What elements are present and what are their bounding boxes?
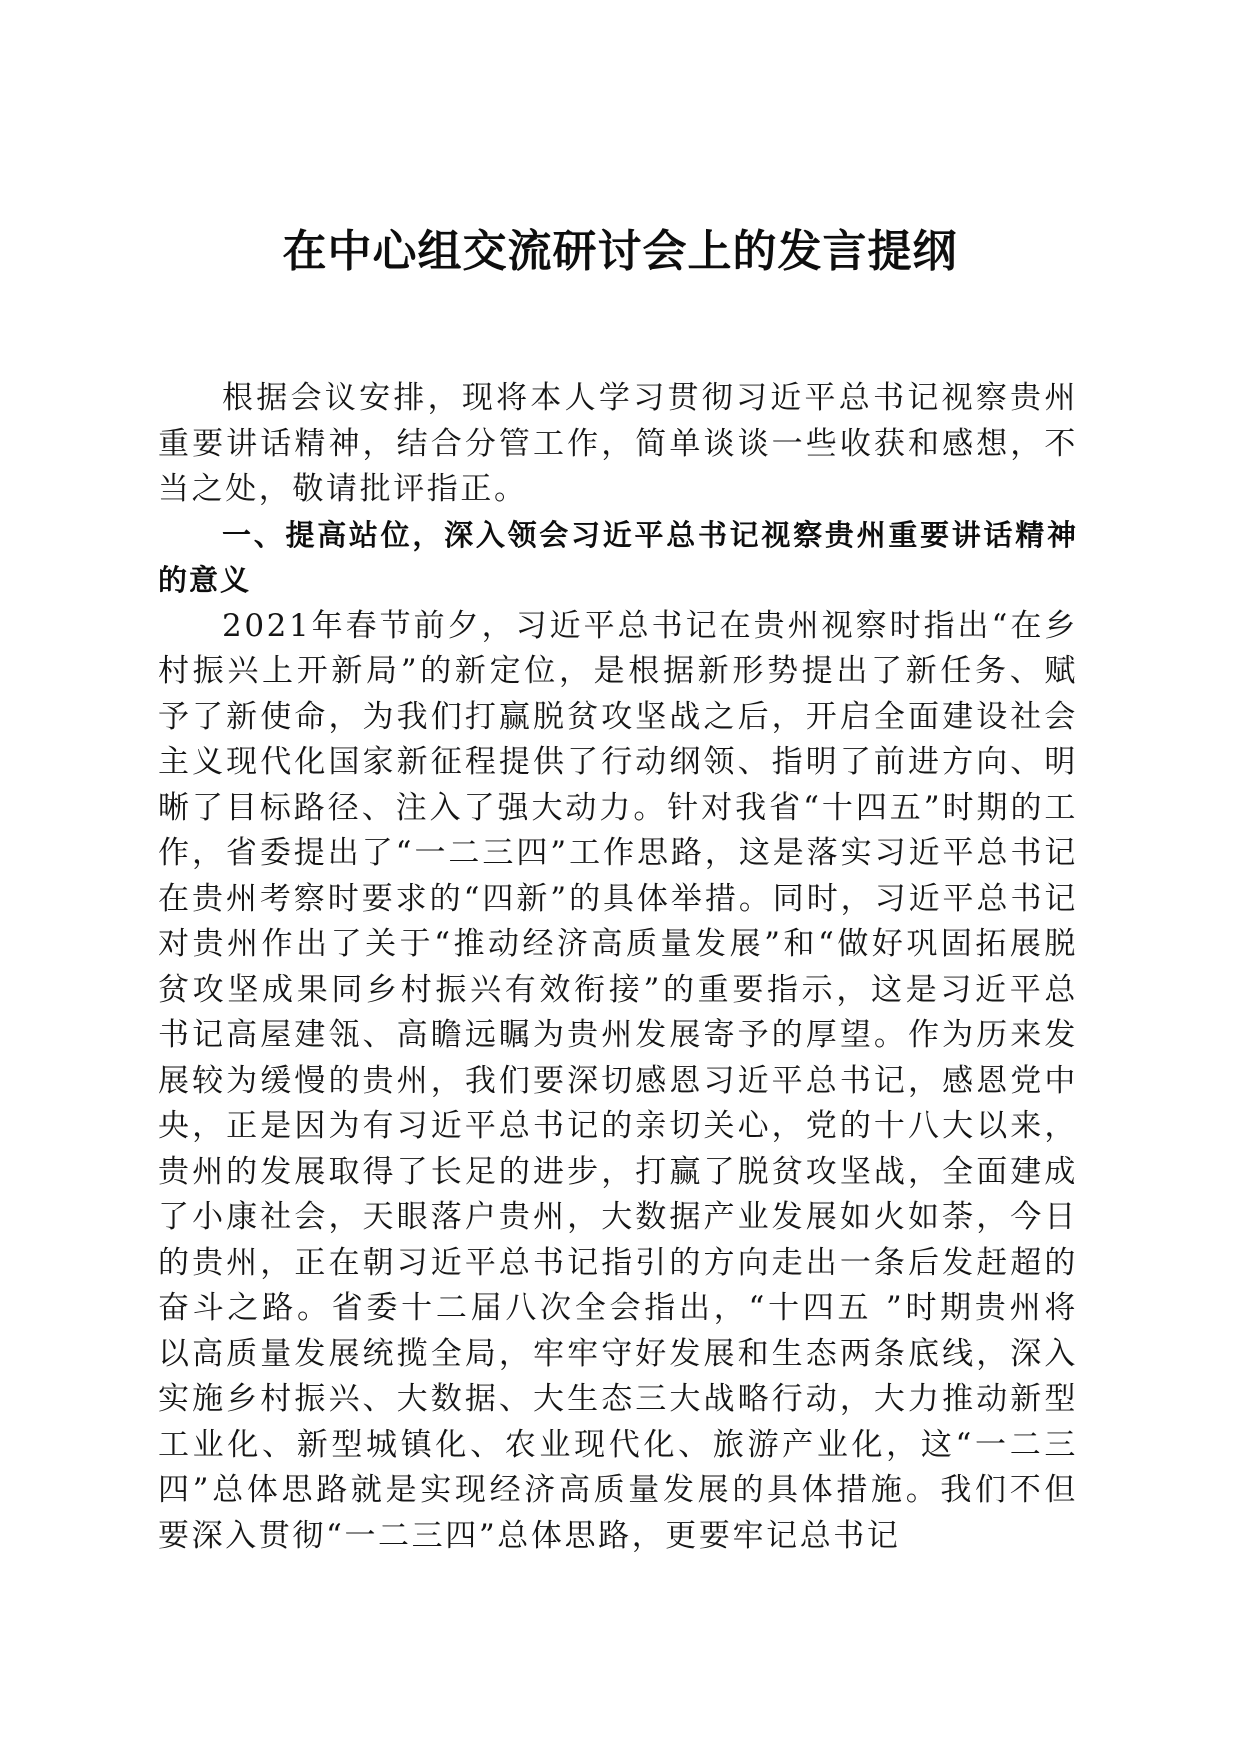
intro-paragraph: 根据会议安排，现将本人学习贯彻习近平总书记视察贵州重要讲话精神，结合分管工作，简单谈谈一些收获和感想，不当之处，敬请批评指正。: [158, 380, 1078, 507]
section-paragraph: 2021年春节前夕，习近平总书记在贵州视察时指出“在乡村振兴上开新局”的新定位，是根据新形势提出了新任务、赋予了新使命，为我们打赢脱贫攻坚战之后，开启全面建设社会主义现代化国家新征程提供了行动纲领、指明了前进方向、明晰了目标路径、注入了强大动力。针对我省“十四五”时期的工作，省委提出了“一二三四”工作思路，这是落实习近平总书记在贵州考察时要求的“四新”的具体举措。同时，习近平总书记对贵州作出了关于“推动经济高质量发展”和“做好巩固拓展脱贫攻坚成果同乡村振兴有效衔接”的重要指示，这是习近平总书记高屋建瓴、高瞻远瞩为贵州发展寄予的厚望。作为历来发展较为缓慢的贵州，我们要深切感恩习近平总书记，感恩党中央，正是因为有习近平总书记的亲切关心，党的十八大以来，贵州的发展取得了长足的进步，打赢了脱贫攻坚战，全面建成了小康社会，天眼落户贵州，大数据产业发展如火如荼，今日的贵州，正在朝习近平总书记指引的方向走出一条后发赶超的奋斗之路。省委十二届八次全会指出，“十四五 ”时期贵州将以高质量发展统揽全局，牢牢守好发展和生态两条底线，深入实施乡村振兴、大数据、大生态三大战略行动，大力推动新型工业化、新型城镇化、农业现代化、旅游产业化，这“一二三四”总体思路就是实现经济高质量发展的具体措施。我们不但要深入贯彻“一二三四”总体思路，更要牢记总书记: [158, 607, 1078, 1554]
document-body: [158, 376, 1078, 1559]
document-title: 在中心组交流研讨会上的发言提纲: [282, 226, 958, 277]
section-heading: 一、提高站位，深入领会习近平总书记视察贵州重要讲话精神的意义: [158, 517, 1078, 597]
